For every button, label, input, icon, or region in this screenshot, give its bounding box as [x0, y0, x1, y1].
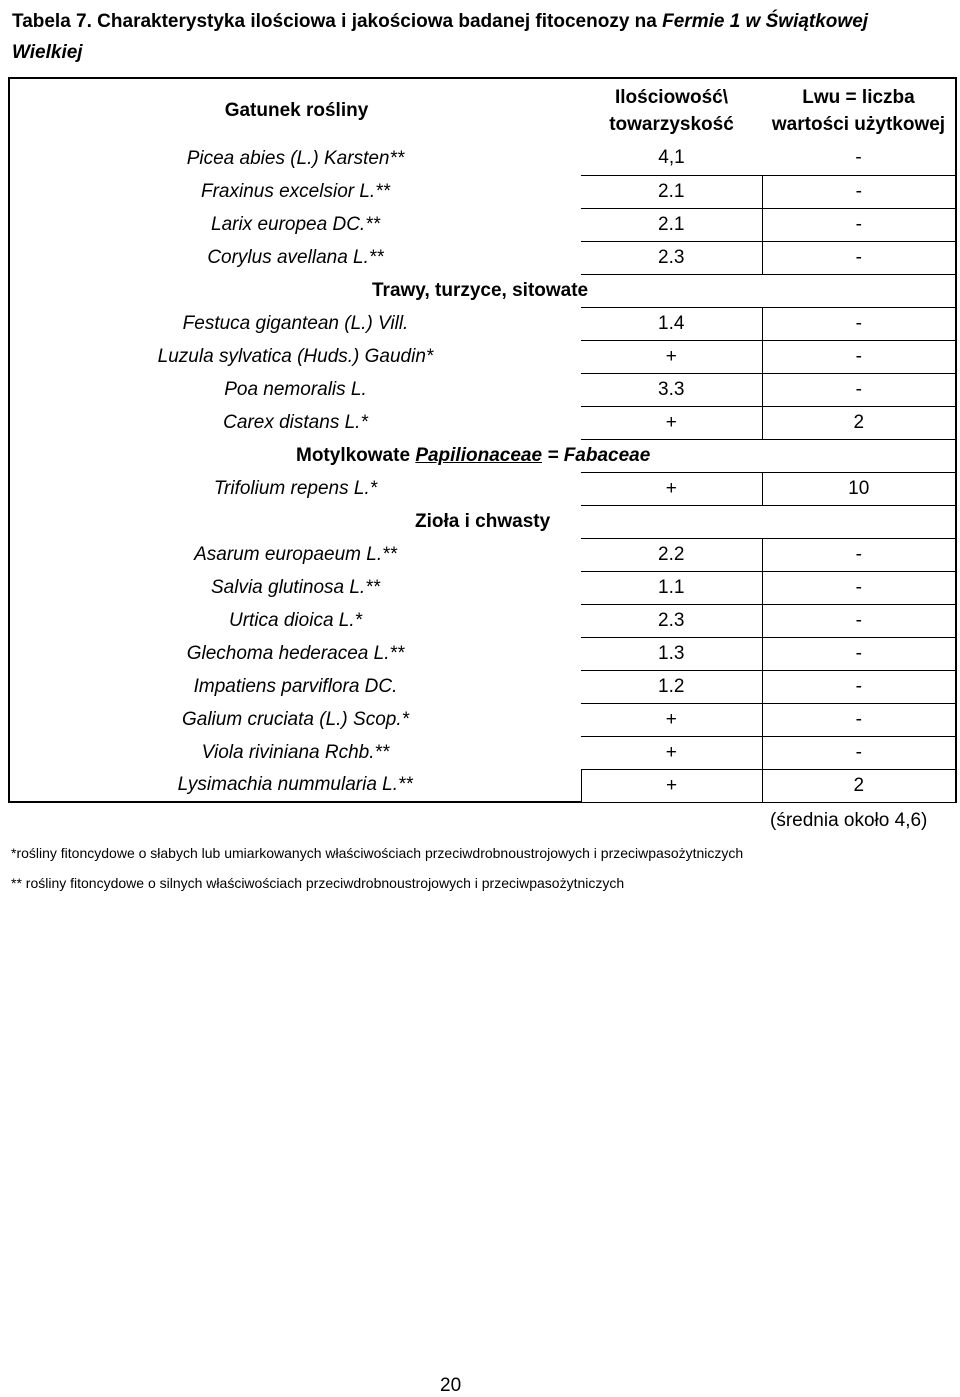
average-value: (średnia około 4,6): [770, 810, 928, 831]
lwu-value: 10: [762, 472, 956, 505]
quantity-value: 1.3: [581, 637, 762, 670]
species-name: Urtica dioica L.*: [9, 604, 581, 637]
species-name: Poa nemoralis L.: [9, 373, 581, 406]
quantity-value: 2.1: [581, 208, 762, 241]
section-legumes: [9, 439, 956, 472]
species-name: Larix europea DC.**: [9, 208, 581, 241]
lwu-value: -: [762, 340, 956, 373]
species-name: Corylus avellana L.**: [9, 241, 581, 274]
species-name: Festuca gigantean (L.) Vill.: [9, 307, 581, 340]
quantity-value: +: [581, 340, 762, 373]
table-row: [9, 175, 956, 208]
quantity-value: +: [581, 406, 762, 439]
legumes-latin: Papilionaceae: [415, 444, 543, 466]
table-row: [9, 736, 956, 769]
lwu-value: -: [762, 538, 956, 571]
lwu-value: -: [762, 175, 956, 208]
table-row: [9, 307, 956, 340]
section-grasses-label: Trawy, turzyce, sitowate: [9, 274, 956, 307]
lwu-value: -: [762, 307, 956, 340]
section-herbs: [9, 505, 956, 538]
lwu-value: 2: [762, 406, 956, 439]
header-species: Gatunek rośliny: [9, 78, 581, 142]
species-table: [8, 77, 957, 803]
quantity-value: 3.3: [581, 373, 762, 406]
quantity-value: 2.1: [581, 175, 762, 208]
table-row: [9, 703, 956, 736]
lwu-value: -: [762, 208, 956, 241]
table-row: [9, 142, 956, 175]
header-lwu-text: Lwu = liczba wartości użytkowej: [771, 86, 946, 135]
table-row: [9, 208, 956, 241]
species-name: Impatiens parviflora DC.: [9, 670, 581, 703]
table-row: [9, 241, 956, 274]
quantity-value: 1.1: [581, 571, 762, 604]
page-number: 20: [440, 1375, 462, 1396]
lwu-value: -: [762, 703, 956, 736]
quantity-value: +: [581, 472, 762, 505]
caption-location: Fermie 1 w Świątkowej Wielkiej: [12, 11, 869, 63]
species-name: Picea abies (L.) Karsten**: [9, 142, 581, 175]
quantity-value: +: [581, 769, 762, 802]
legumes-prefix: Motylkowate: [296, 444, 416, 466]
species-name: Lysimachia nummularia L.**: [9, 769, 581, 802]
footnote-single-star: *rośliny fitoncydowe o słabych lub umiarkowanych właściwościach przeciwdrobnoustrojowych i przeciwpasożytniczych: [11, 845, 744, 861]
species-name: Viola riviniana Rchb.**: [9, 736, 581, 769]
lwu-value: -: [762, 142, 956, 175]
species-name: Fraxinus excelsior L.**: [9, 175, 581, 208]
quantity-value: 2.3: [581, 604, 762, 637]
header-quantity: [581, 78, 762, 142]
table-caption: [12, 6, 942, 68]
table-row: [9, 340, 956, 373]
table-row: [9, 571, 956, 604]
species-name: Galium cruciata (L.) Scop.*: [9, 703, 581, 736]
quantity-value: +: [581, 736, 762, 769]
table-row: [9, 538, 956, 571]
quantity-value: 4,1: [658, 147, 685, 169]
section-legumes-label: [9, 439, 956, 472]
header-lwu: [762, 78, 956, 142]
species-name: Asarum europaeum L.**: [9, 538, 581, 571]
lwu-value: -: [762, 637, 956, 670]
species-name: Salvia glutinosa L.**: [9, 571, 581, 604]
header-quantity-text: Ilościowość\ towarzyskość: [609, 86, 734, 135]
lwu-value: -: [762, 241, 956, 274]
species-name: Carex distans L.*: [9, 406, 581, 439]
lwu-value: -: [762, 604, 956, 637]
lwu-value: -: [762, 736, 956, 769]
quantity-value: 2.3: [581, 241, 762, 274]
section-grasses: [9, 274, 956, 307]
quantity-value: +: [581, 703, 762, 736]
lwu-value: 2: [762, 769, 956, 802]
legumes-suffix: = Fabaceae: [542, 444, 651, 466]
quantity-value: 1.2: [581, 670, 762, 703]
lwu-value: -: [762, 373, 956, 406]
table-row: [9, 769, 956, 802]
table-row: [9, 406, 956, 439]
footnote-double-star: ** rośliny fitoncydowe o silnych właściwościach przeciwdrobnoustrojowych i przeciwpasożytniczych: [11, 875, 625, 891]
table-row: [9, 604, 956, 637]
lwu-value: -: [762, 571, 956, 604]
table-row: [9, 637, 956, 670]
table-row: [9, 670, 956, 703]
caption-text: Tabela 7. Charakterystyka ilościowa i jakościowa badanej fitocenozy na: [12, 11, 663, 32]
header-row: [9, 78, 956, 142]
species-name: Trifolium repens L.*: [9, 472, 581, 505]
section-herbs-label: Zioła i chwasty: [9, 505, 956, 538]
species-name: Glechoma hederacea L.**: [9, 637, 581, 670]
quantity-value: 2.2: [581, 538, 762, 571]
lwu-value: -: [762, 670, 956, 703]
quantity-value: 1.4: [581, 307, 762, 340]
table-row: [9, 472, 956, 505]
table-row: [9, 373, 956, 406]
species-name: Luzula sylvatica (Huds.) Gaudin*: [9, 340, 581, 373]
